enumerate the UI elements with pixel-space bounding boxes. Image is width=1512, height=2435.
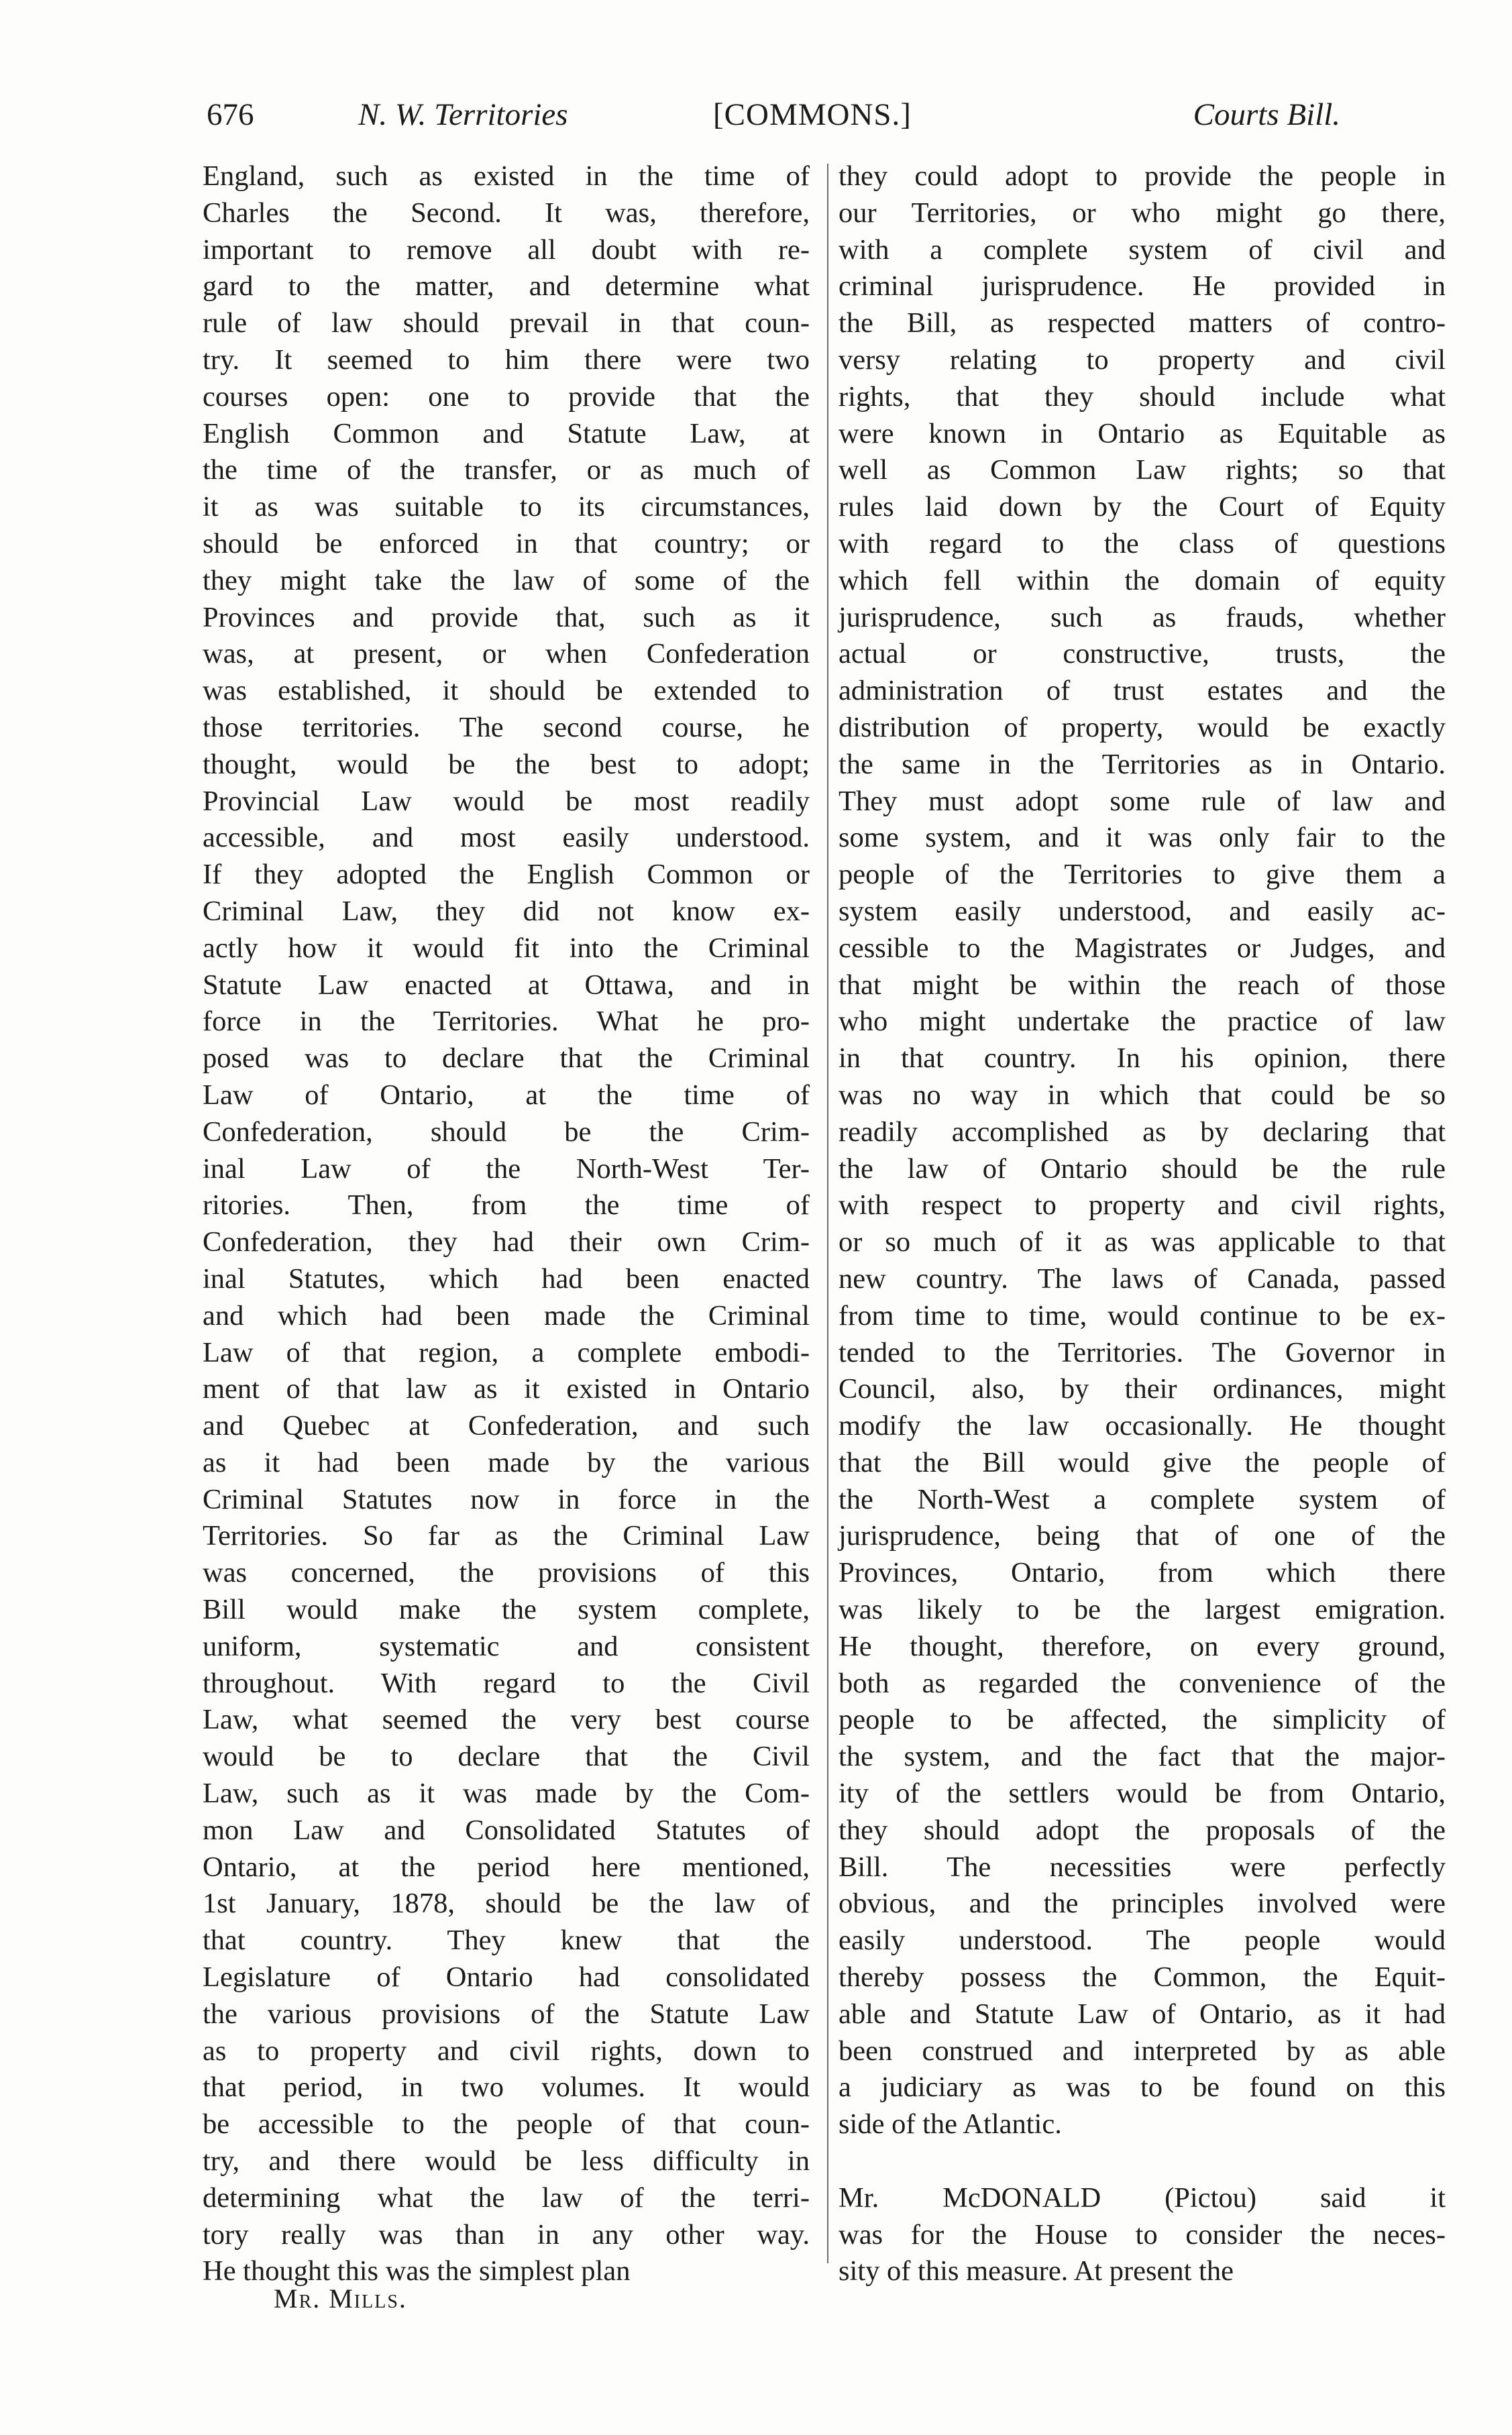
text-line: was established, it should be extended to <box>203 675 810 707</box>
text-line: and Quebec at Confederation, and such <box>203 1410 810 1442</box>
text-line: they should adopt the proposals of the <box>839 1814 1446 1846</box>
text-line: the various provisions of the Statute Law <box>203 1998 810 2030</box>
text-line: actly how it would fit into the Criminal <box>203 932 810 964</box>
text-line: versy relating to property and civil <box>839 343 1446 376</box>
text-line: our Territories, or who might go there, <box>839 197 1446 229</box>
text-line: inal Statutes, which had been enacted <box>203 1262 810 1295</box>
column-divider <box>827 164 828 2263</box>
text-line: some system, and it was only fair to the <box>839 822 1446 854</box>
text-line: were known in Ontario as Equitable as <box>839 417 1446 449</box>
text-line: determining what the law of the terri- <box>203 2181 810 2214</box>
text-line: a judiciary as was to be found on this <box>839 2071 1446 2104</box>
left-column <box>203 158 810 2290</box>
text-line: and which had been made the Criminal <box>203 1299 810 1332</box>
text-line: that the Bill would give the people of <box>839 1446 1446 1478</box>
text-line: Confederation, they had their own Crim- <box>203 1226 810 1258</box>
right-column <box>839 158 1446 2290</box>
text-line: people of the Territories to give them a <box>839 859 1446 891</box>
text-line: gard to the matter, and determine what <box>203 270 810 303</box>
text-line: He thought this was the simplest plan <box>203 2255 631 2287</box>
text-line: the law of Ontario should be the rule <box>839 1152 1446 1185</box>
text-line: thought, would be the best to adopt; <box>203 748 810 780</box>
text-line: in that country. In his opinion, there <box>839 1042 1446 1075</box>
text-line: they might take the law of some of the <box>203 564 810 596</box>
text-line: ity of the settlers would be from Ontario, <box>839 1778 1446 1810</box>
speaker-signature: Mr. Mills. <box>274 2283 407 2314</box>
paragraph-gap <box>839 2143 1446 2180</box>
text-line: as it had been made by the various <box>203 1446 810 1478</box>
text-line: ment of that law as it existed in Ontario <box>203 1373 810 1405</box>
section-title-left: N. W. Territories <box>358 97 568 132</box>
text-line: Bill. The necessities were perfectly <box>839 1851 1446 1883</box>
speaker-intro-line: Mr. McDONALD (Pictou) said it <box>839 2181 1446 2214</box>
text-line: able and Statute Law of Ontario, as it had <box>839 1998 1446 2030</box>
text-line: with respect to property and civil rights, <box>839 1189 1446 1222</box>
text-line: rules laid down by the Court of Equity <box>839 491 1446 523</box>
text-line: jurisprudence, being that of one of the <box>839 1520 1446 1552</box>
text-line: posed was to declare that the Criminal <box>203 1042 810 1075</box>
text-line: force in the Territories. What he pro- <box>203 1006 810 1038</box>
text-line: actual or constructive, trusts, the <box>839 638 1446 670</box>
text-line: as to property and civil rights, down to <box>203 2035 810 2067</box>
text-line: Criminal Law, they did not know ex- <box>203 895 810 927</box>
text-line: modify the law occasionally. He thought <box>839 1410 1446 1442</box>
text-line: that country. They knew that the <box>203 1925 810 1957</box>
text-line: Criminal Statutes now in force in the <box>203 1483 810 1515</box>
text-line: side of the Atlantic. <box>839 2108 1062 2141</box>
text-line: well as Common Law rights; so that <box>839 454 1446 486</box>
text-line: that might be within the reach of those <box>839 969 1446 1001</box>
text-line: was, at present, or when Confederation <box>203 638 810 670</box>
text-line: Territories. So far as the Criminal Law <box>203 1520 810 1552</box>
text-line: was for the House to consider the neces- <box>839 2218 1446 2251</box>
text-line: Confederation, should be the Crim- <box>203 1116 810 1148</box>
text-line: that period, in two volumes. It would <box>203 2071 810 2104</box>
text-line: courses open: one to provide that the <box>203 380 810 413</box>
text-line: mon Law and Consolidated Statutes of <box>203 1814 810 1846</box>
text-line: Provinces, Ontario, from which there <box>839 1557 1446 1589</box>
text-line: administration of trust estates and the <box>839 675 1446 707</box>
text-line: those territories. The second course, he <box>203 711 810 743</box>
text-line: throughout. With regard to the Civil <box>203 1667 810 1699</box>
text-line: 1st January, 1878, should be the law of <box>203 1888 810 1920</box>
text-line: people to be affected, the simplicity of <box>839 1704 1446 1736</box>
text-line: Law of that region, a complete embodi- <box>203 1336 810 1368</box>
text-line: important to remove all doubt with re- <box>203 233 810 266</box>
text-line: criminal jurisprudence. He provided in <box>839 270 1446 303</box>
page-number: 676 <box>207 97 254 132</box>
text-line: who might undertake the practice of law <box>839 1006 1446 1038</box>
text-line: the North-West a complete system of <box>839 1483 1446 1515</box>
text-line: try. It seemed to him there were two <box>203 343 810 376</box>
text-line: jurisprudence, such as frauds, whether <box>839 601 1446 633</box>
section-title-right: Courts Bill. <box>1193 97 1340 132</box>
text-line: would be to declare that the Civil <box>203 1741 810 1773</box>
text-line: was no way in which that could be so <box>839 1079 1446 1111</box>
text-line: been construed and interpreted by as able <box>839 2035 1446 2067</box>
text-line: Provinces and provide that, such as it <box>203 601 810 633</box>
text-line: ritories. Then, from the time of <box>203 1189 810 1222</box>
text-line: They must adopt some rule of law and <box>839 785 1446 817</box>
text-line: accessible, and most easily understood. <box>203 822 810 854</box>
text-line: which fell within the domain of equity <box>839 564 1446 596</box>
text-line: English Common and Statute Law, at <box>203 417 810 449</box>
text-line: rule of law should prevail in that coun- <box>203 307 810 339</box>
text-line: the time of the transfer, or as much of <box>203 454 810 486</box>
text-line: inal Law of the North-West Ter- <box>203 1152 810 1185</box>
text-line: easily understood. The people would <box>839 1925 1446 1957</box>
text-line: rights, that they should include what <box>839 380 1446 413</box>
text-line: Law of Ontario, at the time of <box>203 1079 810 1111</box>
text-line: system easily understood, and easily ac- <box>839 895 1446 927</box>
text-line: thereby possess the Common, the Equit- <box>839 1961 1446 1994</box>
text-line: Law, such as it was made by the Com- <box>203 1778 810 1810</box>
text-line: Legislature of Ontario had consolidated <box>203 1961 810 1994</box>
text-line: was concerned, the provisions of this <box>203 1557 810 1589</box>
text-line: from time to time, would continue to be ex- <box>839 1299 1446 1332</box>
text-line: the Bill, as respected matters of contro- <box>839 307 1446 339</box>
text-line: new country. The laws of Canada, passed <box>839 1262 1446 1295</box>
text-line: both as regarded the convenience of the <box>839 1667 1446 1699</box>
text-line: Charles the Second. It was, therefore, <box>203 197 810 229</box>
text-line: try, and there would be less difficulty in <box>203 2145 810 2177</box>
running-head <box>207 91 1340 138</box>
text-line: be accessible to the people of that coun- <box>203 2108 810 2141</box>
text-line: tory really was than in any other way. <box>203 2218 810 2251</box>
text-line: sity of this measure. At present the <box>839 2255 1234 2287</box>
text-line: the system, and the fact that the major- <box>839 1741 1446 1773</box>
text-line: it as was suitable to its circumstances, <box>203 491 810 523</box>
text-line: distribution of property, would be exactly <box>839 711 1446 743</box>
text-line: Provincial Law would be most readily <box>203 785 810 817</box>
text-line: Statute Law enacted at Ottawa, and in <box>203 969 810 1001</box>
text-line: should be enforced in that country; or <box>203 527 810 559</box>
text-line: readily accomplished as by declaring that <box>839 1116 1446 1148</box>
text-line: uniform, systematic and consistent <box>203 1630 810 1662</box>
text-line: with a complete system of civil and <box>839 233 1446 266</box>
chamber-title: [COMMONS.] <box>713 97 912 132</box>
text-line: obvious, and the principles involved were <box>839 1888 1446 1920</box>
text-line: the same in the Territories as in Ontario. <box>839 748 1446 780</box>
text-line: tended to the Territories. The Governor in <box>839 1336 1446 1368</box>
text-line: Council, also, by their ordinances, might <box>839 1373 1446 1405</box>
text-line: cessible to the Magistrates or Judges, and <box>839 932 1446 964</box>
text-line: Law, what seemed the very best course <box>203 1704 810 1736</box>
text-line: He thought, therefore, on every ground, <box>839 1630 1446 1662</box>
text-line: or so much of it as was applicable to that <box>839 1226 1446 1258</box>
text-line: Bill would make the system complete, <box>203 1594 810 1626</box>
text-line: Ontario, at the period here mentioned, <box>203 1851 810 1883</box>
text-line: was likely to be the largest emigration. <box>839 1594 1446 1626</box>
text-line: with regard to the class of questions <box>839 527 1446 559</box>
text-line: England, such as existed in the time of <box>203 160 810 192</box>
text-line: If they adopted the English Common or <box>203 859 810 891</box>
text-line: they could adopt to provide the people in <box>839 160 1446 192</box>
